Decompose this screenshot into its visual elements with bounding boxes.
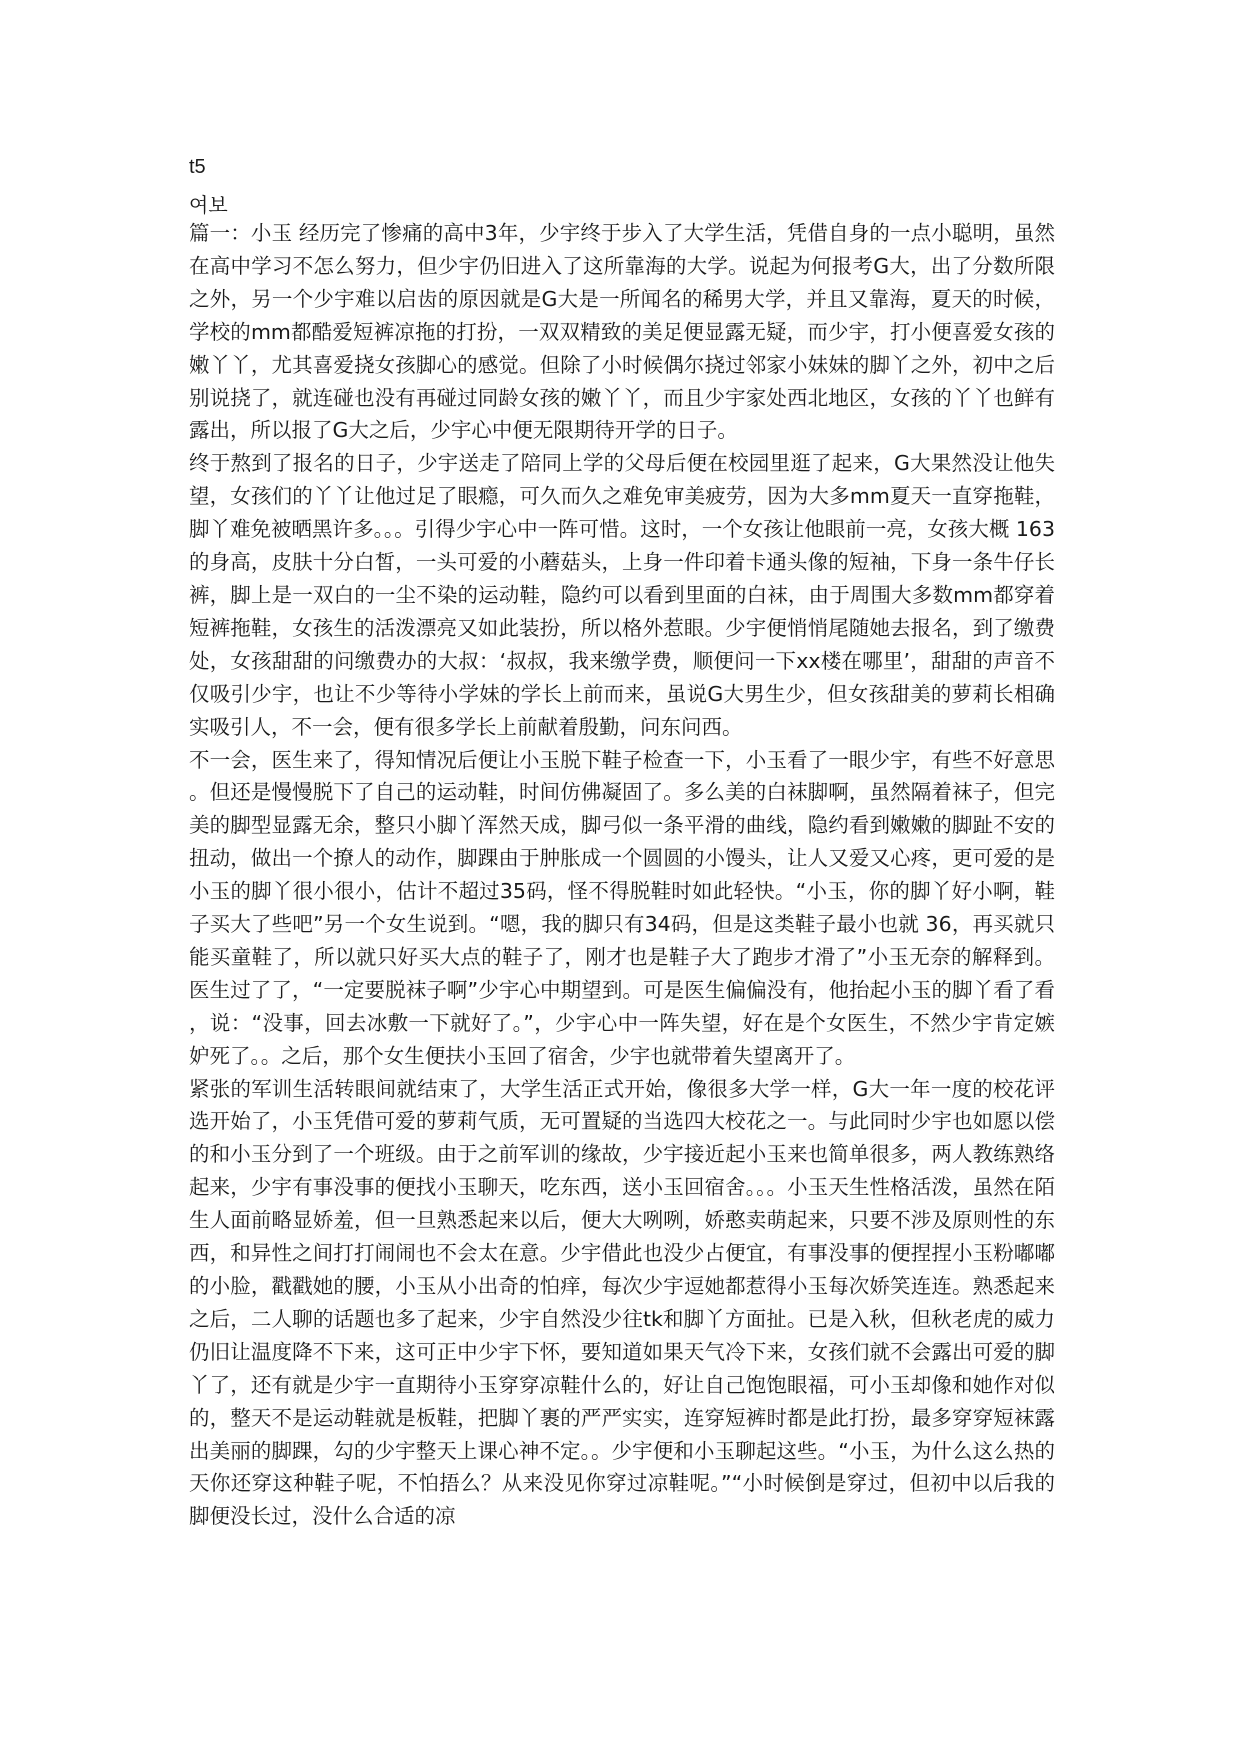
paragraph: 不一会，医生来了，得知情况后便让小玉脱下鞋子检查一下，小玉看了一眼少宇，有些不好意思。但还是慢慢脱下了自己的运动鞋，时间仿佛凝固了。多么美的白袜脚啊，虽然隔着袜子，但完美的脚型显露无余，整只小脚丫浑然天成，脚弓似一条平滑的曲线，隐约看到嫩嫩的脚趾不安的扭动，做出一个撩人的动作，脚踝由于肿胀成一个圆圆的小馒头，让人又爱又心疼，更可爱的是小玉的脚丫很小很小，估计不超过35码，怪不得脱鞋时如此轻快。“小玉，你的脚丫好小啊，鞋子买大了些吧”另一个女生说到。“嗯，我的脚只有34码，但是这类鞋子最小也就 36，再买就只能买童鞋了，所以就只好买大点的鞋子了，刚才也是鞋子大了跑步才滑了”小玉无奈的解释到。医生过了了，“一定要脱袜子啊”少宇心中期望到。可是医生偏偏没有，他抬起小玉的脚丫看了看，说：“没事，回去冰敷一下就好了。”，少宇心中一阵失望，好在是个女医生，不然少宇肯定嫉妒死了。。之后，那个女生便扶小玉回了宿舍，少宇也就带着失望离开了。 [189, 747, 1055, 1068]
paragraph: 篇一：小玉 经历完了惨痛的高中3年，少宇终于步入了大学生活，凭借自身的一点小聪明，虽然在高中学习不怎么努力，但少宇仍旧进入了这所靠海的大学。说起为何报考G大，出了分数所限之外，另一个少宇难以启齿的原因就是G大是一所闻名的稀男大学，并且又靠海，夏天的时候，学校的mm都酷爱短裤凉拖的打扮，一双双精致的美足便显露无疑，而少宇，打小便喜爱女孩的嫩丫丫，尤其喜爱挠女孩脚心的感觉。但除了小时候偶尔挠过邻家小妹妹的脚丫之外，初中之后别说挠了，就连碰也没有再碰过同龄女孩的嫩丫丫，而且少宇家处西北地区，女孩的丫丫也鲜有露出，所以报了G大之后，少宇心中便无限期待开学的日子。 [189, 221, 1055, 443]
paragraph: 终于熬到了报名的日子，少宇送走了陪同上学的父母后便在校园里逛了起来，G大果然没让他失望，女孩们的丫丫让他过足了眼瘾，可久而久之难免审美疲劳，因为大多mm夏天一直穿拖鞋，脚丫难免被晒黑许多。。。引得少宇心中一阵可惜。这时，一个女孩让他眼前一亮，女孩大概 163 的身高，皮肤十分白皙，一头可爱的小蘑菇头，上身一件印着卡通头像的短袖，下身一条牛仔长裤，脚上是一双白的一尘不染的运动鞋，隐约可以看到里面的白袜，由于周围大多数mm都穿着短裤拖鞋，女孩生的活泼漂亮又如此装扮，所以格外惹眼。少宇便悄悄尾随她去报名，到了缴费处，女孩甜甜的问缴费办的大叔：‘叔叔，我来缴学费，顺便问一下xx楼在哪里’，甜甜的声音不仅吸引少宇，也让不少等待小学妹的学长上前而来，虽说G大男生少，但女孩甜美的萝莉长相确实吸引人，不一会，便有很多学长上前献着殷勤，问东问西。 [189, 451, 1055, 739]
document-code: t5 [189, 156, 206, 178]
paragraph: 紧张的军训生活转眼间就结束了，大学生活正式开始，像很多大学一样，G大一年一度的校花评选开始了，小玉凭借可爱的萝莉气质，无可置疑的当选四大校花之一。与此同时少宇也如愿以偿的和小玉分到了一个班级。由于之前军训的缘故，少宇接近起小玉来也简单很多，两人教练熟络起来，少宇有事没事的便找小玉聊天，吃东西，送小玉回宿舍。。。小玉天生性格活泼，虽然在陌生人面前略显娇羞，但一旦熟悉起来以后，便大大咧咧，娇憨卖萌起来，只要不涉及原则性的东西，和异性之间打打闹闹也不会太在意。少宇借此也没少占便宜，有事没事的便捏捏小玉粉嘟嘟的小脸，戳戳她的腰，小玉从小出奇的怕痒，每次少宇逗她都惹得小玉每次娇笑连连。熟悉起来之后，二人聊的话题也多了起来，少宇自然没少往tk和脚丫方面扯。已是入秋，但秋老虎的威力仍旧让温度降不下来，这可正中少宇下怀，要知道如果天气冷下来，女孩们就不会露出可爱的脚丫了，还有就是少宇一直期待小玉穿穿凉鞋什么的，好让自己饱饱眼福，可小玉却像和她作对似的，整天不是运动鞋就是板鞋，把脚丫裹的严严实实，连穿短裤时都是此打扮，最多穿穿短袜露出美丽的脚踝，勾的少宇整天上课心神不定。。少宇便和小玉聊起这些。“小玉，为什么这么热的天你还穿这种鞋子呢，不怕捂么？从来没见你穿过凉鞋呢。”“小时候倒是穿过，但初中以后我的脚便没长过，没什么合适的凉 [189, 1076, 1055, 1529]
document-title: 여보 [189, 193, 228, 217]
document-body [189, 217, 1055, 1533]
